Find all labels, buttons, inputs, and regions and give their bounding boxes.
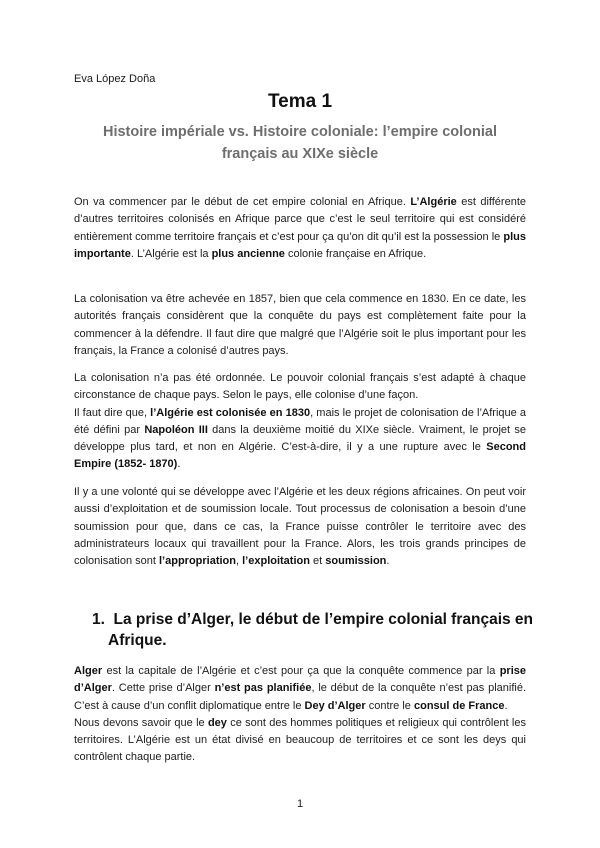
text-run: contre le xyxy=(365,699,414,712)
text-run: est la capitale de l’Algérie et c’est pour ça que la conquête commence par la xyxy=(102,665,500,677)
page-number: 1 xyxy=(296,798,304,810)
text-run: . xyxy=(177,458,181,471)
paragraph-intro xyxy=(74,194,526,263)
bold-text: plus importante xyxy=(74,230,526,260)
text-run: et xyxy=(309,555,326,568)
text-run: Nous devons savoir que le xyxy=(74,716,208,729)
text-run: . Cette prise d’Alger xyxy=(111,682,215,695)
bold-text: soumission xyxy=(325,555,387,568)
text-run: . L’Algérie est la xyxy=(130,247,212,260)
text-run: . xyxy=(386,555,390,568)
author-name: Eva López Doña xyxy=(74,73,156,85)
bold-text: Dey d’Alger xyxy=(304,699,366,712)
bold-text: l’appropriation xyxy=(159,555,236,568)
bold-text: l’Algérie est colonisée en 1830 xyxy=(150,406,311,419)
text-run: est différente d’autres territoires colonisés en Afrique parce que c’est le seul territoire qui est considéré entièrement comme territoire français et c’est pour ça qu’on dit qu’il est la possession le xyxy=(74,196,526,243)
bold-text: n’est pas planifiée xyxy=(214,682,312,695)
text-run: colonie française en Afrique. xyxy=(284,247,427,260)
text-run: Il faut dire que, xyxy=(74,406,151,419)
text-run: On va commencer par le début de cet empire colonial en Afrique. xyxy=(74,196,411,208)
bold-text: consul de France xyxy=(413,699,505,712)
text-run: , xyxy=(236,555,243,568)
paragraph-volonte xyxy=(74,484,526,570)
bold-text: Alger xyxy=(74,665,103,677)
text-run: La colonisation n’a pas été ordonnée. Le pouvoir colonial français s’est adapté à chaque circonstance de chaque pays. Selon le pays, elle colonise d’une façon. xyxy=(74,372,526,402)
bold-text: L’Algérie xyxy=(410,196,457,208)
section-heading-1: 1. La prise d’Alger, le début de l’empire colonial français en Afrique. xyxy=(92,611,534,649)
bold-text: plus ancienne xyxy=(211,247,285,260)
document-subtitle: Histoire impériale vs. Histoire coloniale: l’empire colonial français au XIXe siècle xyxy=(102,124,498,162)
text-run: ce sont des hommes politiques et religieux qui contrôlent les territoires. L’Algérie est un état divisé en beaucoup de territoires et ce sont les deys qui contrôlent chaque partie. xyxy=(74,716,526,764)
text-run: Il y a une volonté qui se développe avec l’Algérie et les deux régions africaines. On peut voir aussi d’exploitation et de soumission locale. Tout processus de colonisation a besoin d’une soumission pour que, dans ce cas, la France puisse contrôler le territoire avec des administrateurs locaux qui travaillent pour la France. Alors, les trois grands principes de colonisation sont xyxy=(74,486,526,568)
text-run: , le début de la conquête n’est pas planifié. C’est à cause d’un conflit diplomatique entre le xyxy=(74,682,527,712)
bold-text: l’exploitation xyxy=(242,555,310,568)
document-title: Tema 1 xyxy=(267,91,333,112)
text-run: dans la deuxième moitié du XIXe siècle. Vraiment, le projet se développe plus tard, et non en Algérie. C’est-à-dire, il y a une rupture avec le xyxy=(74,423,526,454)
paragraph-colonisation-1857 xyxy=(74,291,526,360)
text-run: La colonisation va être achevée en 1857, bien que cela commence en 1830. En ce date, les autorités français considèrent que la conquête du pays est complètement faite pour la commencer à la défendre. Il faut dire que malgré que l’Algérie soit le plus important pour les français, la France a colonisé d’autres pays. xyxy=(74,293,526,357)
bold-text: prise d’Alger xyxy=(74,665,526,695)
bold-text: Napoléon III xyxy=(144,423,208,436)
text-run: . xyxy=(504,699,508,712)
bold-text: dey xyxy=(207,716,227,729)
text-run: , mais le projet de colonisation de l’Afrique a été défini par xyxy=(74,406,527,436)
paragraph-non-ordonnee xyxy=(74,370,526,474)
paragraph-alger xyxy=(74,663,526,767)
bold-text: Second Empire (1852- 1870) xyxy=(74,441,526,471)
